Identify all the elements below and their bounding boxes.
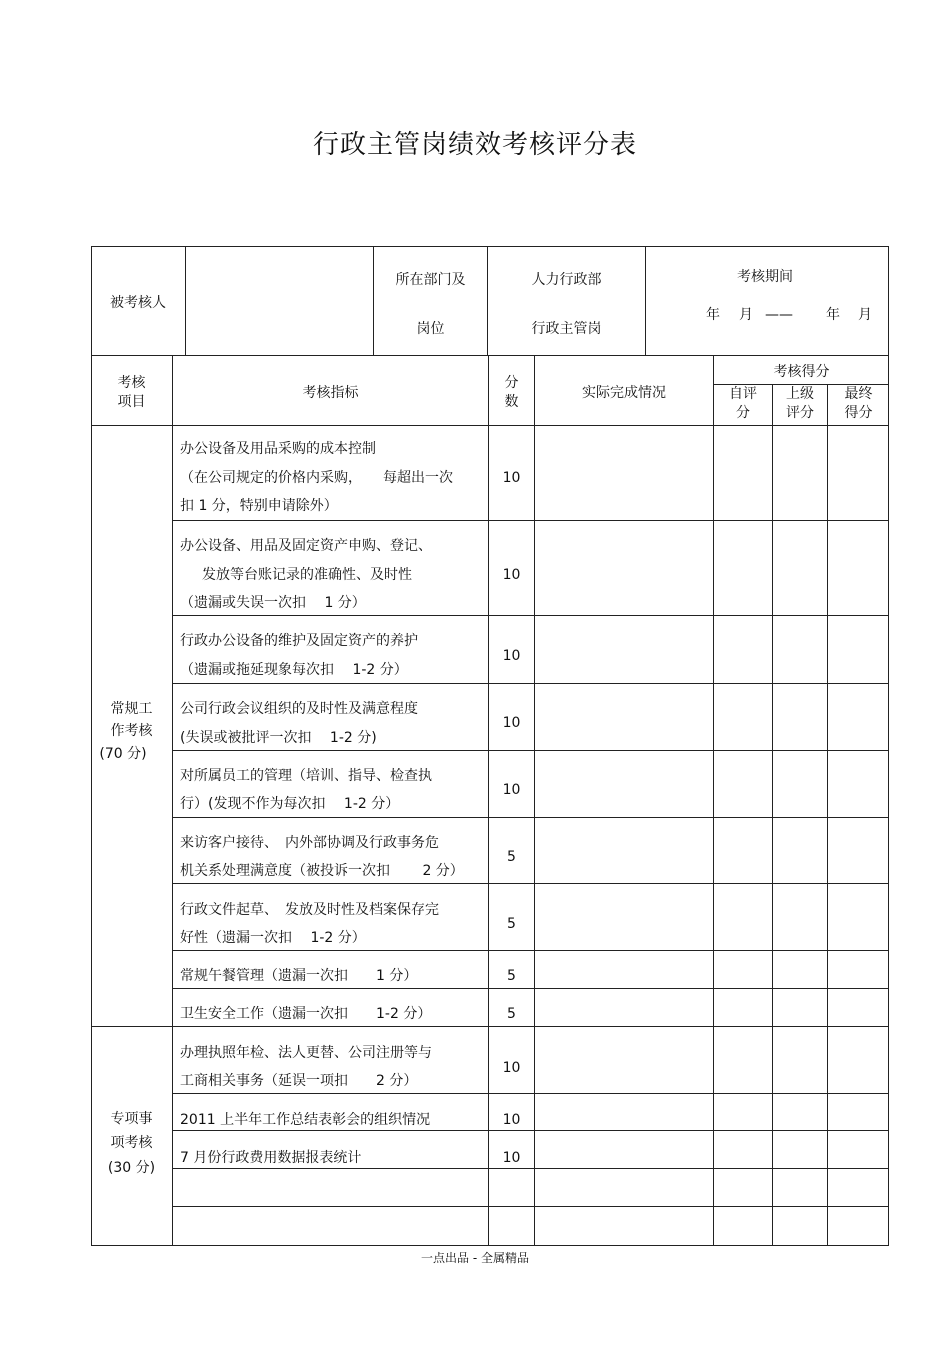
period-year-start: 年 — [706, 307, 720, 323]
indicator-text: 行政文件起草、 发放及时性及档案保存完 — [180, 902, 439, 918]
indicator-text: 卫生安全工作（遗漏一次扣 1-2 分） — [180, 1006, 432, 1022]
header-item-line1: 考核 — [117, 375, 146, 391]
col-divider — [534, 355, 535, 1246]
group-special-line1: 专项事 — [110, 1111, 153, 1127]
row-points: 10 — [502, 715, 521, 731]
row-points: 5 — [507, 849, 516, 865]
group-routine-line3: (70 分) — [99, 746, 147, 762]
group-special-line3: (30 分) — [107, 1160, 156, 1176]
indicator-text: 扣 1 分，特别申请除外） — [180, 498, 338, 514]
period-month-end: 月 — [858, 307, 872, 323]
col-divider — [772, 384, 773, 1246]
col-divider — [827, 384, 828, 1246]
indicator-text: 2011 上半年工作总结表彰会的组织情况 — [180, 1112, 431, 1128]
row-divider — [172, 988, 889, 989]
header-score: 考核得分 — [773, 364, 830, 380]
indicator-text: 办理执照年检、法人更替、公司注册等与 — [180, 1045, 432, 1061]
dept-value: 人力行政部 — [531, 272, 602, 288]
row-divider — [172, 1130, 889, 1131]
row-divider — [172, 817, 889, 818]
col-divider — [172, 355, 173, 1246]
row-divider — [91, 425, 889, 426]
row-points: 10 — [502, 567, 521, 583]
row-divider — [172, 1168, 889, 1169]
info-divider — [645, 246, 646, 356]
indicator-text: 行政办公设备的维护及固定资产的养护 — [180, 633, 418, 649]
indicator-text: 办公设备及用品采购的成本控制 — [180, 441, 376, 457]
row-points: 10 — [502, 1150, 521, 1166]
indicator-text: （在公司规定的价格内采购， 每超出一次 — [180, 470, 453, 486]
row-divider — [172, 615, 889, 616]
row-divider — [172, 520, 889, 521]
row-points: 10 — [502, 648, 521, 664]
row-points: 10 — [502, 1060, 521, 1076]
header-self-line2: 分 — [736, 405, 750, 421]
dept-label-line1: 所在部门及 — [395, 272, 466, 288]
period-label: 考核期间 — [737, 269, 793, 285]
row-points: 10 — [502, 782, 521, 798]
period-month-start: 月 — [739, 307, 753, 323]
header-supervisor-line2: 评分 — [786, 405, 814, 421]
info-divider — [487, 246, 488, 356]
indicator-text: 对所属员工的管理（培训、指导、检查执 — [180, 768, 432, 784]
footer-text: 一点出品 - 全属精品 — [421, 1251, 529, 1265]
row-divider — [172, 883, 889, 884]
examinee-label: 被考核人 — [110, 295, 166, 311]
header-item-line2: 项目 — [117, 394, 146, 410]
header-indicator: 考核指标 — [302, 385, 359, 401]
indicator-text: （遗漏或失误一次扣 1 分） — [180, 595, 366, 611]
header-self-line1: 自评 — [729, 386, 757, 402]
row-points: 10 — [502, 470, 521, 486]
indicator-text: 7 月份行政费用数据报表统计 — [180, 1150, 362, 1166]
header-final-line1: 最终 — [844, 386, 873, 402]
period-year-end: 年 — [826, 307, 840, 323]
group-routine-line1: 常规工 — [110, 701, 153, 717]
indicator-text: 行）(发现不作为每次扣 1-2 分） — [180, 796, 400, 812]
row-points: 5 — [507, 968, 516, 984]
indicator-text: 好性（遗漏一次扣 1-2 分） — [180, 930, 366, 946]
header-final-line2: 得分 — [844, 405, 873, 421]
info-divider — [373, 246, 374, 356]
header-points-line1: 分 — [504, 375, 519, 391]
row-divider — [172, 1093, 889, 1094]
row-divider — [172, 750, 889, 751]
row-divider — [91, 1026, 889, 1027]
group-special-line2: 项考核 — [110, 1135, 153, 1151]
indicator-text: 发放等台账记录的准确性、及时性 — [202, 567, 412, 583]
indicator-text: 办公设备、用品及固定资产申购、登记、 — [180, 538, 432, 554]
indicator-text: 来访客户接待、 内外部协调及行政事务危 — [180, 835, 439, 851]
row-divider — [172, 950, 889, 951]
row-points: 5 — [507, 916, 516, 932]
period-dash: —— — [765, 307, 793, 323]
examinee-field[interactable] — [186, 294, 373, 312]
dept-label-line2: 岗位 — [416, 321, 445, 337]
indicator-text: (失误或被批评一次扣 1-2 分) — [180, 730, 377, 746]
indicator-text: 公司行政会议组织的及时性及满意程度 — [180, 701, 418, 717]
header-points-line2: 数 — [504, 394, 519, 410]
col-divider — [713, 355, 714, 1246]
row-divider — [172, 1206, 889, 1207]
row-points: 10 — [502, 1112, 521, 1128]
header-actual: 实际完成情况 — [582, 385, 666, 401]
header-supervisor-line1: 上级 — [786, 386, 814, 402]
post-value: 行政主管岗 — [531, 321, 602, 337]
indicator-text: 工商相关事务（延误一项扣 2 分） — [180, 1073, 418, 1089]
indicator-text: 常规午餐管理（遗漏一次扣 1 分） — [180, 968, 418, 984]
document-title: 行政主管岗绩效考核评分表 — [312, 130, 637, 160]
indicator-text: 机关系处理满意度（被投诉一次扣 2 分） — [180, 863, 464, 879]
row-divider — [172, 683, 889, 684]
group-routine-line2: 作考核 — [110, 723, 153, 739]
row-points: 5 — [507, 1006, 516, 1022]
indicator-text: （遗漏或拖延现象每次扣 1-2 分） — [180, 662, 408, 678]
